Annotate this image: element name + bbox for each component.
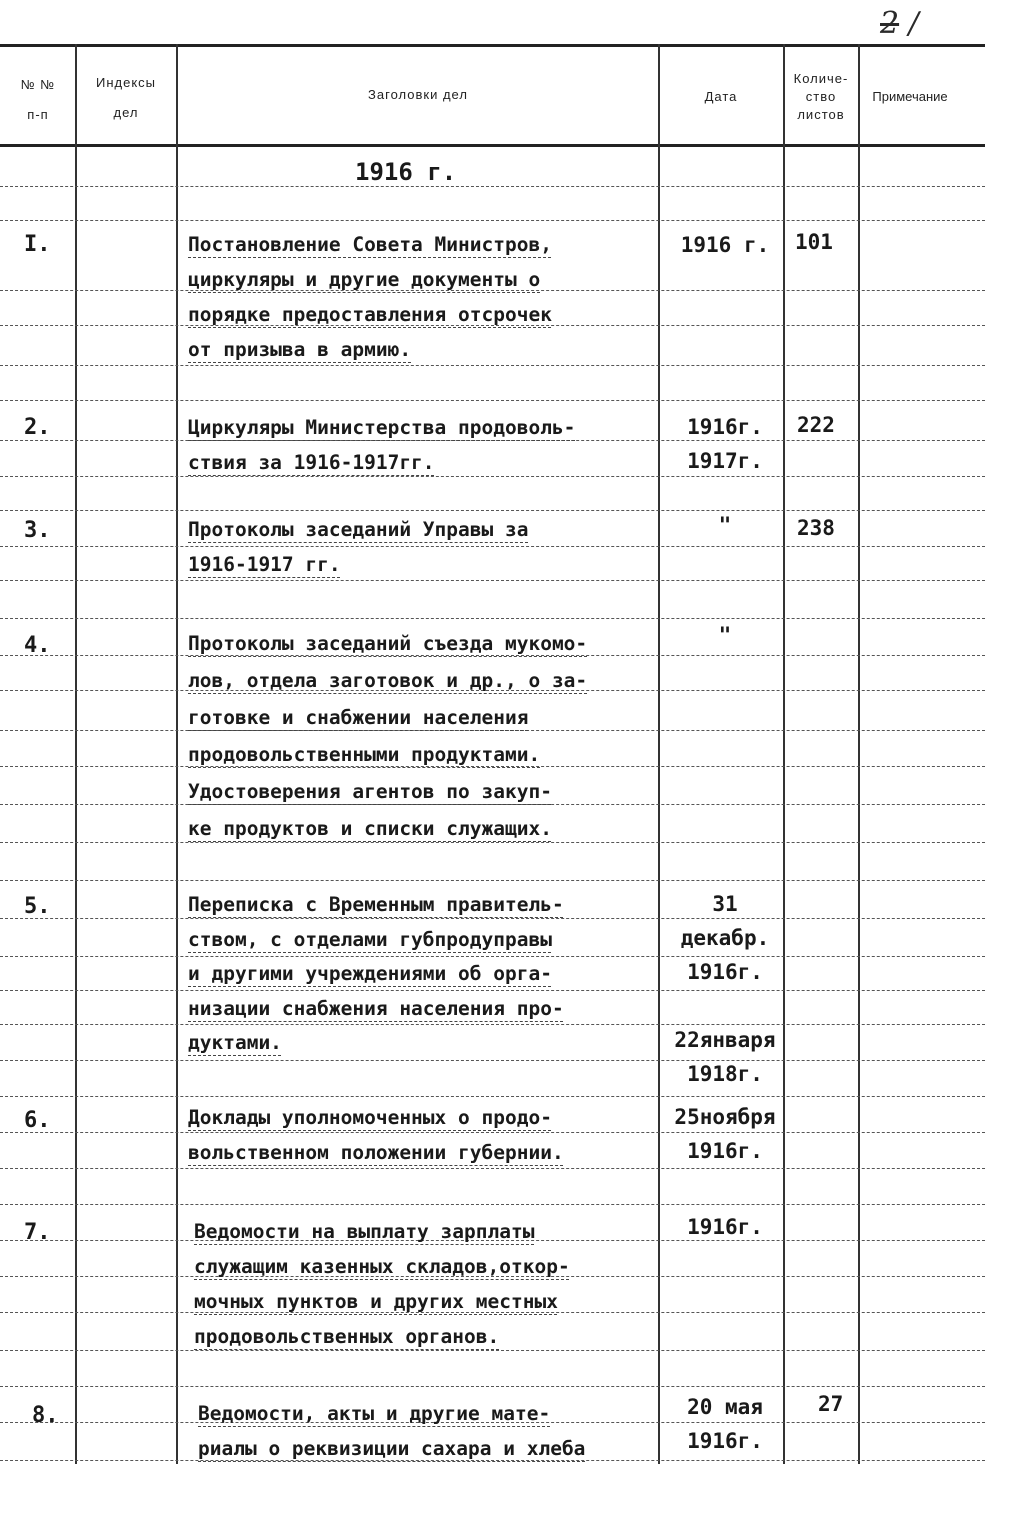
row-6-num: 6. (24, 1108, 51, 1133)
header-date: Дата (704, 89, 738, 104)
col-divider-5 (858, 44, 860, 1464)
page-number (880, 6, 919, 41)
header-sheets: Количе- ство листов (793, 71, 849, 122)
row-5-num: 5. (24, 894, 51, 919)
row-8-num: 8. (32, 1403, 59, 1428)
row-2-num: 2. (24, 415, 51, 440)
row-2-title: Циркуляры Министерства продоволь- ствия за 1916-1917гг. (188, 416, 576, 474)
header-bottom-rule (0, 144, 985, 147)
row-5-title: Переписка с Временным правитель- ством, с отделами губпродуправы и другими учреждениями об орга- низации снабжения населения про- дуктами. (188, 893, 564, 1054)
header-index: Индексы дел (95, 75, 156, 120)
row-8-title: Ведомости, акты и другие мате- риалы о реквизиции сахара и хлеба (198, 1402, 586, 1460)
row-2-date: 1916г. 1917г. (687, 415, 763, 473)
row-5-date: 31 декабр. 1916г. 22января 1918г. (674, 892, 776, 1086)
header-title: Заголовки дел (368, 87, 468, 102)
col-divider-1 (75, 44, 77, 1464)
row-8-date: 20 мая 1916г. (687, 1395, 763, 1453)
row-3-date: " (718, 513, 732, 537)
row-3-num: 3. (24, 518, 51, 543)
header-note: Примечание (872, 89, 948, 104)
row-3-title: Протоколы заседаний Управы за 1916-1917 гг. (188, 518, 529, 576)
year-heading: 1916 г. (355, 158, 457, 186)
row-2-sheets: 222 (797, 413, 835, 437)
row-4-date: " (718, 623, 732, 647)
row-1-num: I. (24, 232, 51, 257)
page-number-mark: / (908, 6, 919, 41)
row-7-num: 7. (24, 1220, 51, 1245)
row-6-title: Доклады уполномоченных о продо- вольственном положении губернии. (188, 1106, 564, 1164)
row-4-title: Протоколы заседаний съезда мукомо- лов, отдела заготовок и др., о за- готовке и снабжении населения продовольственными продуктами. Удостоверения агентов по закуп- ке продуктов и списки служащих. (188, 632, 588, 840)
row-1-title: Постановление Совета Министров, циркуляры и другие документы о порядке предоставления отсрочек от призыва в армию. (188, 233, 552, 361)
row-1-sheets: 101 (795, 230, 833, 254)
row-1-date: 1916 г. (680, 233, 770, 257)
row-6-date: 25ноября 1916г. (674, 1105, 776, 1163)
page-number-struck: 2 (880, 6, 900, 41)
header-num: № № п-п (20, 77, 56, 122)
col-divider-2 (176, 44, 178, 1464)
row-3-sheets: 238 (797, 516, 835, 540)
row-4-num: 4. (24, 633, 51, 658)
row-8-sheets: 27 (818, 1392, 844, 1416)
header-top-rule (0, 44, 985, 47)
row-7-date: 1916г. (687, 1215, 763, 1239)
row-7-title: Ведомости на выплату зарплаты служащим казенных складов,откор- мочных пунктов и других местных продовольственных органов. (194, 1220, 570, 1348)
